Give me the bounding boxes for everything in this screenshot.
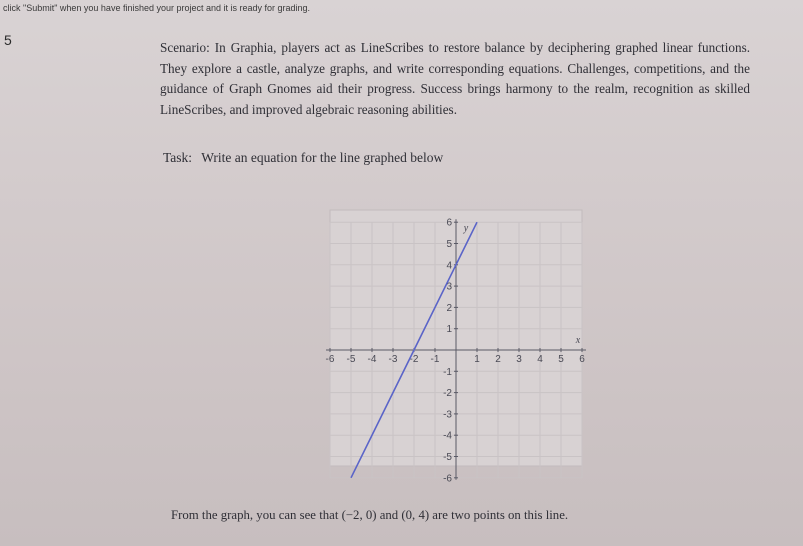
y-tick-label: -1	[443, 366, 452, 378]
task-line	[163, 150, 443, 166]
y-tick-label: 3	[446, 281, 452, 293]
x-tick-label: 5	[558, 354, 564, 365]
y-tick-label: 5	[446, 239, 452, 250]
x-axis-label: x	[575, 335, 581, 346]
y-tick-label: -6	[443, 473, 452, 485]
y-axis-label: y	[463, 223, 469, 235]
x-tick-label: 2	[495, 354, 501, 365]
y-tick-label: -4	[443, 430, 452, 442]
line-graph	[312, 204, 612, 485]
task-label: Task:	[163, 150, 193, 165]
y-tick-label: 4	[446, 260, 452, 272]
x-tick-label: -5	[346, 354, 356, 365]
graph-svg	[312, 204, 612, 485]
y-tick-label: 1	[446, 324, 452, 336]
x-tick-label: -6	[325, 354, 335, 365]
x-tick-label: 6	[579, 354, 585, 365]
y-tick-label: 2	[446, 302, 452, 314]
x-tick-label: 3	[516, 354, 522, 365]
y-tick-label: -2	[443, 388, 452, 400]
instruction-bar	[0, 0, 803, 16]
y-tick-label: 6	[446, 217, 452, 229]
footer-text: From the graph, you can see that (−2, 0) and (0, 4) are two points on this line.	[171, 508, 569, 522]
x-tick-label: 1	[474, 354, 480, 365]
x-tick-label: -2	[409, 354, 419, 365]
scenario-text: Scenario: In Graphia, players act as LineScribes to restore balance by deciphering graphed linear functions. They explore a castle, analyze graphs, and write corresponding equations. Challenges, competitions, and the guidance of Graph Gnomes aid their progress. Success brings harmony to the realm, recognition as skilled LineScribes, and improved algebraic reasoning abilities.	[160, 40, 750, 117]
instruction-text: click "Submit" when you have finished your project and it is ready for grading.	[3, 3, 311, 13]
task-text: Write an equation for the line graphed below	[201, 150, 444, 165]
x-tick-label: 4	[537, 354, 543, 365]
x-tick-label: -4	[367, 354, 377, 365]
y-tick-label: -3	[443, 409, 452, 421]
x-tick-label: -1	[430, 354, 440, 365]
question-number: 5	[4, 32, 12, 48]
y-tick-label: -5	[443, 452, 452, 463]
x-tick-label: -3	[388, 354, 398, 365]
